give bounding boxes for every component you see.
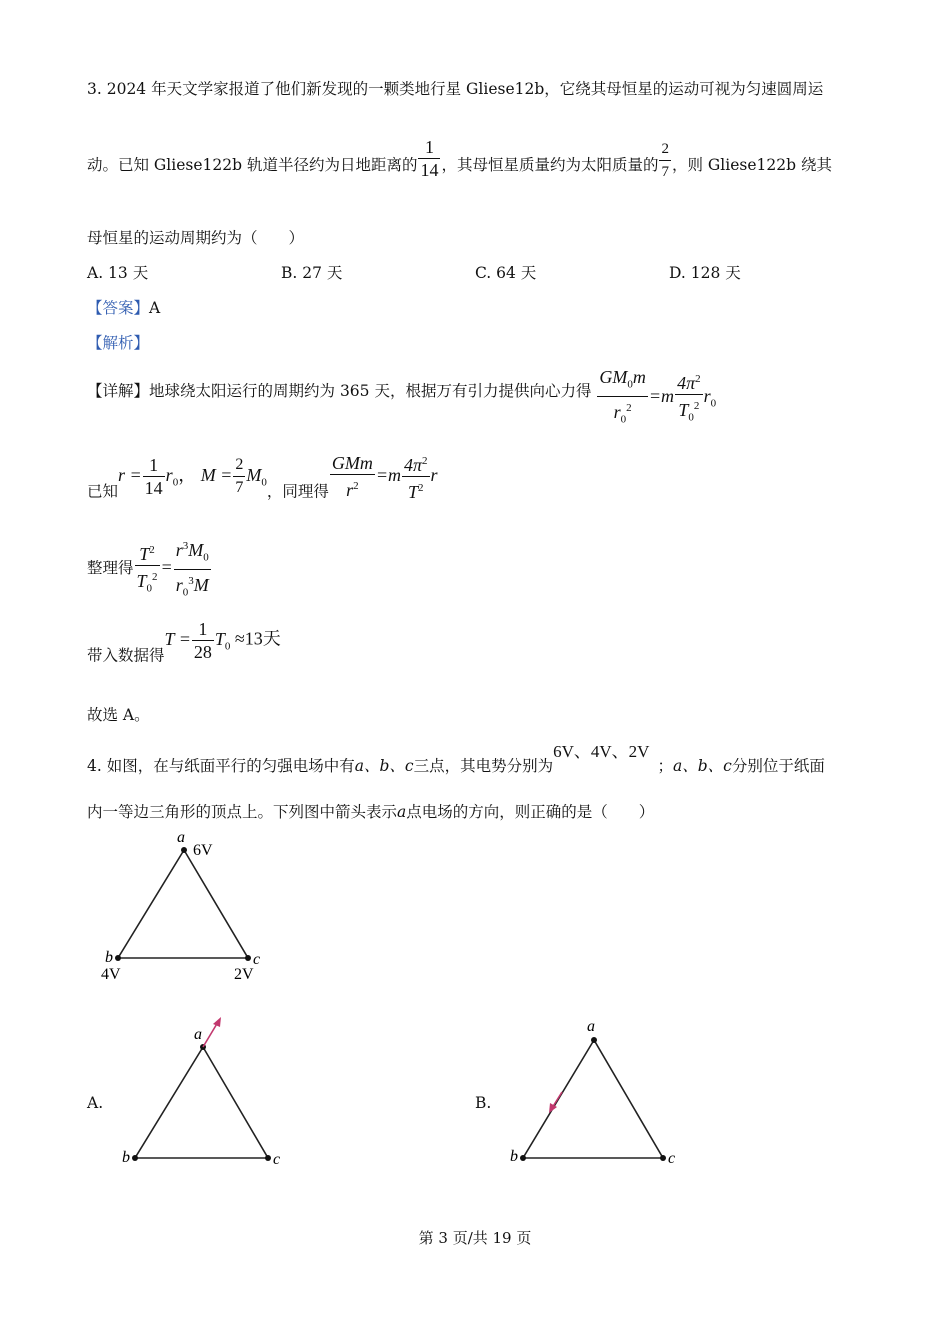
q3-line2-a: 动。已知 Gliese122b 轨道半径约为日地距离的 [87, 156, 418, 174]
result-value: ≈13天 [234, 628, 281, 649]
arrange-label: 整理得 [87, 559, 134, 578]
q4-line1-a: 4. 如图，在与纸面平行的匀强电场中有 [87, 757, 355, 775]
fraction-2-7: $\frac{2}{7}$ [659, 138, 671, 183]
formula-gravity: $\frac{GM_0m}{r_0^2}$ =m $\frac{4\pi^2}{T_0^2}$ $r_0$ [599, 367, 717, 426]
q4-line1-d: 分别位于纸面 [731, 757, 825, 775]
label-6v: 6V [193, 842, 213, 859]
label-c: c [668, 1150, 676, 1167]
detail-text: 地球绕太阳运行的周期约为 365 天，根据万有引力提供向心力得 [149, 382, 592, 401]
label-b: b [510, 1148, 518, 1165]
q3-line1: 3. 2024 年天文学家报道了他们新发现的一颗类地行星 Gliese12b，它绕其母恒星的运动可视为匀速圆周运 [87, 80, 824, 98]
option-b: B. 27 天 [281, 264, 343, 282]
label-c: c [253, 951, 261, 968]
label-4v: 4V [101, 966, 121, 983]
label-2v: 2V [234, 966, 254, 983]
q4-line2-a: 内一等边三角形的顶点上。下列图中箭头表示 [87, 803, 398, 821]
option-a-figure [122, 1017, 280, 1168]
conclusion: 故选 A。 [87, 706, 150, 724]
main-triangle [101, 829, 260, 983]
known-label: 已知 [87, 482, 119, 501]
option-a-label: A. [87, 1094, 104, 1112]
option-a: A. 13 天 [87, 264, 149, 282]
q4-vars-2: a、b、c [672, 757, 732, 775]
option-c: C. 64 天 [475, 264, 537, 282]
option-b-label: B. [475, 1094, 492, 1112]
label-b: b [122, 1149, 130, 1166]
arrow-head-icon [213, 1017, 221, 1027]
fraction-1-14: $\frac{1}{14}$ [420, 137, 439, 180]
q3-line3: 母恒星的运动周期约为（ ） [87, 229, 305, 247]
label-a: a [194, 1026, 202, 1043]
option-d: D. 128 天 [669, 264, 741, 282]
substitute-label: 带入数据得 [87, 646, 165, 665]
label-c: c [273, 1151, 281, 1168]
answer-label: 【答案】 [87, 299, 150, 317]
q4-line2-b: 点电场的方向，则正确的是（ ） [406, 803, 655, 821]
potentials: 6V、4V、2V [553, 742, 650, 761]
option-b-figure [510, 1018, 675, 1167]
formula-known: r = $\frac{1}{14}$ $r_0$， M = $\frac{2}{7}$ $M_0$ [118, 455, 267, 498]
field-arrow [203, 1022, 218, 1047]
page-footer: 第 3 页/共 19 页 [418, 1229, 532, 1247]
formula-arrange: $\frac{T^2}{T_0^2}$ = $\frac{r^3M_0}{r_0^3M}$ [134, 557, 212, 577]
detail-label: 【详解】 [87, 382, 150, 401]
label-b: b [105, 949, 113, 966]
formula-result: T = $\frac{1}{28}$ $T_0$ [164, 619, 231, 662]
analysis-label: 【解析】 [87, 334, 150, 352]
q4-vars: a、b、c [354, 757, 414, 775]
q4-line1-c: ； [657, 757, 673, 775]
answer-value: A [149, 299, 161, 317]
q3-line2-c: ，则 Gliese122b 绕其 [671, 156, 832, 174]
label-a: a [587, 1018, 595, 1035]
q3-line2-b: ，其母恒星质量约为太阳质量的 [441, 156, 659, 174]
label-a: a [177, 829, 185, 846]
formula-same: $\frac{\text{GMm}}{r^2}$ =m $\frac{4\pi^2}{T^2}$ r [329, 465, 438, 485]
q4-var-a: a [397, 803, 407, 821]
q4-line1-b: 三点，其电势分别为 [413, 757, 554, 775]
same-label: ，同理得 [266, 482, 329, 501]
